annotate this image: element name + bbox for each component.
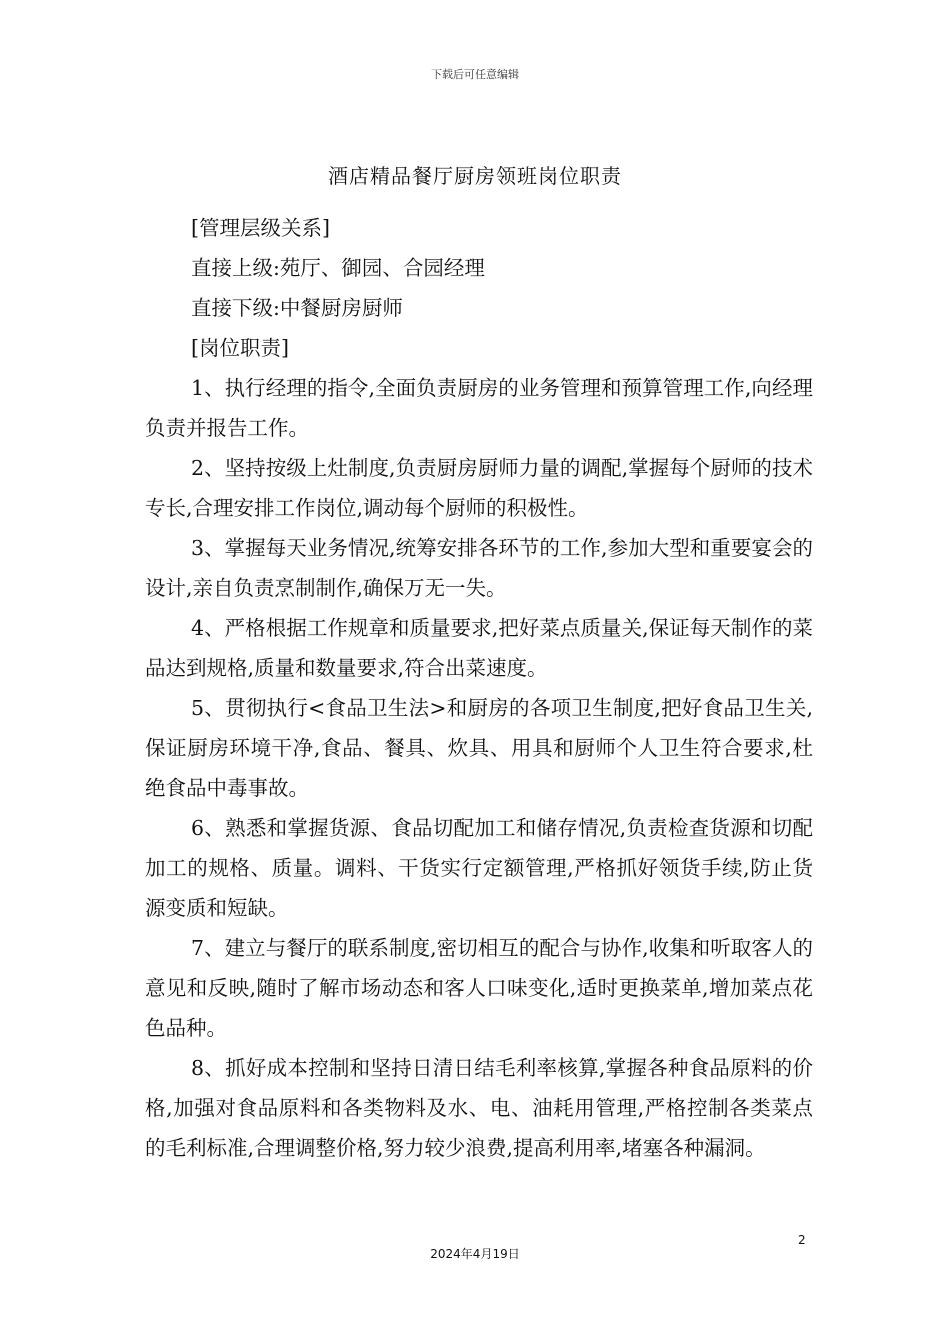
footer-date: 2024年4月19日 [430, 1247, 520, 1261]
duty-item: 2、坚持按级上灶制度,负责厨房厨师力量的调配,掌握每个厨师的技术专长,合理安排工作岗位,调动每个厨师的积极性。 [145, 456, 813, 520]
duty-item: 5、贯彻执行<食品卫生法>和厨房的各项卫生制度,把好食品卫生关,保证厨房环境干净,食品、餐具、炊具、用具和厨师个人卫生符合要求,杜绝食品中毒事故。 [145, 696, 813, 800]
section-heading-hierarchy: [管理层级关系] [191, 216, 330, 240]
duty-item: 4、严格根据工作规章和质量要求,把好菜点质量关,保证每天制作的菜品达到规格,质量和数量要求,符合出菜速度。 [145, 616, 813, 680]
duty-item: 1、执行经理的指令,全面负责厨房的业务管理和预算管理工作,向经理负责并报告工作。 [145, 376, 813, 440]
header-note: 下载后可任意编辑 [431, 68, 519, 81]
section-heading-duties: [岗位职责] [191, 336, 289, 360]
document-title: 酒店精品餐厅厨房领班岗位职责 [328, 164, 622, 188]
superior-line: 直接上级:苑厅、御园、合园经理 [191, 256, 485, 280]
page-number: 2 [798, 1233, 806, 1247]
duty-item: 7、建立与餐厅的联系制度,密切相互的配合与协作,收集和听取客人的意见和反映,随时了解市场动态和客人口味变化,适时更换菜单,增加菜点花色品种。 [145, 936, 813, 1040]
duty-item: 6、熟悉和掌握货源、食品切配加工和储存情况,负责检查货源和切配加工的规格、质量。调料、干货实行定额管理,严格抓好领货手续,防止货源变质和短缺。 [145, 816, 813, 920]
subordinate-line: 直接下级:中餐厨房厨师 [191, 296, 403, 320]
duty-item: 3、掌握每天业务情况,统筹安排各环节的工作,参加大型和重要宴会的设计,亲自负责烹制制作,确保万无一失。 [145, 536, 813, 600]
duty-item: 8、抓好成本控制和坚持日清日结毛利率核算,掌握各种食品原料的价格,加强对食品原料和各类物料及水、电、油耗用管理,严格控制各类菜点的毛利标准,合理调整价格,努力较少浪费,提高利用率,堵塞各种漏洞。 [145, 1056, 813, 1160]
document-body [145, 208, 813, 1168]
